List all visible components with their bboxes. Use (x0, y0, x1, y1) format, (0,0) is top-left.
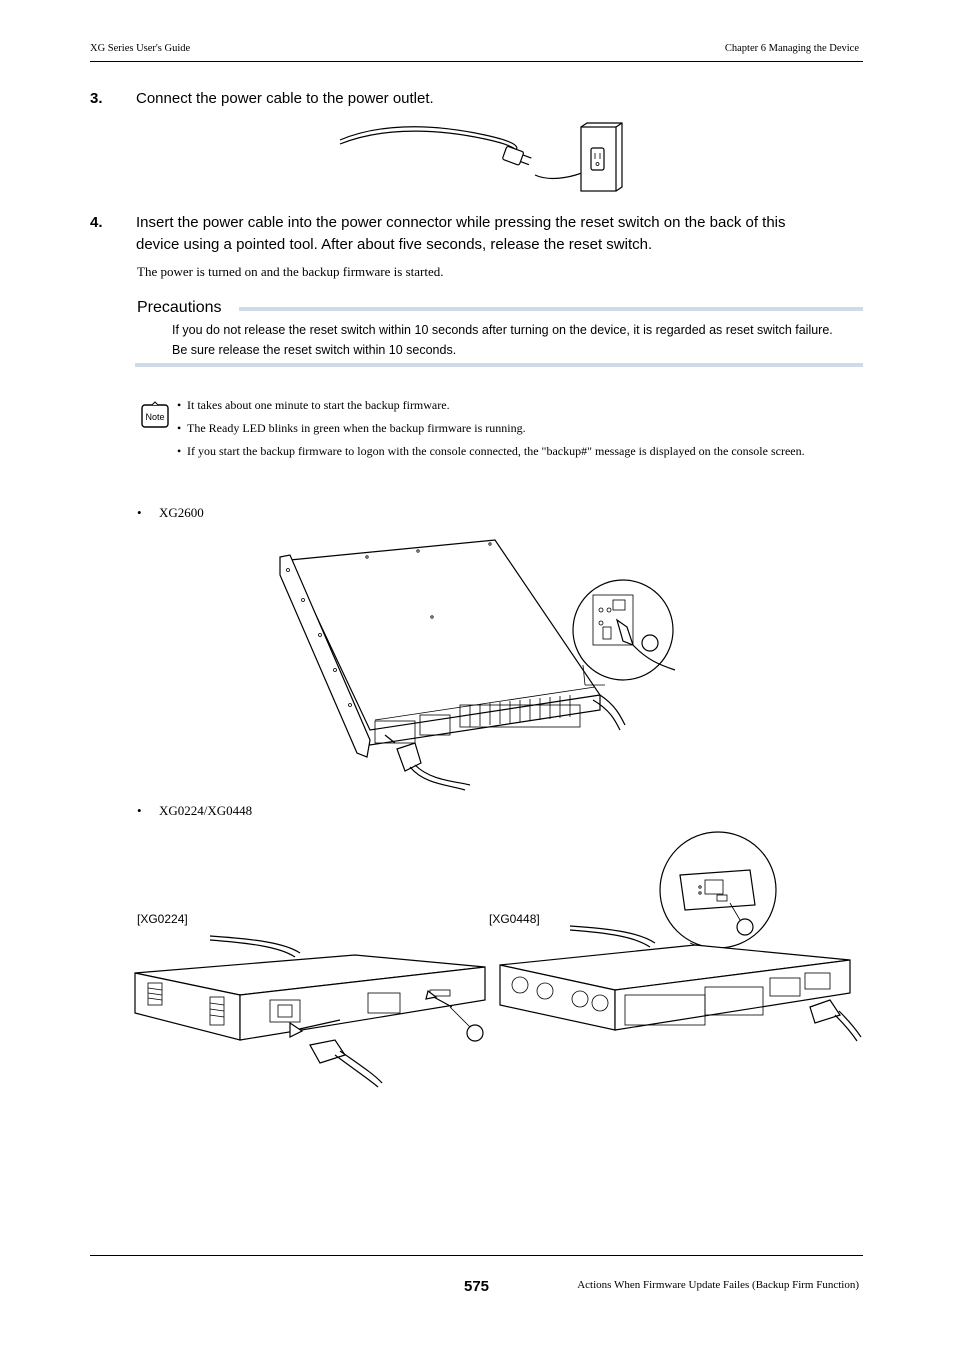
note-icon (141, 402, 169, 428)
page-number: 575 (464, 1278, 490, 1295)
header-guide-title: XG Series User's Guide (90, 43, 191, 54)
note-item: • The Ready LED blinks in green when the backup firmware is running. (177, 420, 857, 437)
note-item: • If you start the backup firmware to logon with the console connected, the "backup#" message is displayed on the console screen. (177, 443, 857, 460)
precautions-line-1: If you do not release the reset switch within 10 seconds after turning on the device, it is regarded as reset switch failure. (172, 323, 833, 337)
power-outlet-illustration (335, 120, 625, 196)
precautions-title: Precautions (137, 299, 222, 316)
note-list (177, 397, 857, 466)
precautions-divider-bottom (135, 363, 863, 367)
caption-xg0448: [XG0448] (489, 912, 540, 926)
note-item: • It takes about one minute to start the backup firmware. (177, 397, 857, 414)
model-label: XG2600 (159, 505, 204, 520)
header-chapter-title: Chapter 6 Managing the Device (724, 43, 859, 54)
step-number: 4. (90, 214, 103, 231)
step-text-line-1: Insert the power cable into the power connector while pressing the reset switch on the back of this (136, 214, 786, 231)
xg2600-illustration (275, 535, 685, 790)
xg0224-illustration (130, 935, 490, 1090)
caption-xg0224: [XG0224] (137, 912, 188, 926)
step-text-line-2: device using a pointed tool. After about five seconds, release the reset switch. (136, 236, 653, 253)
page-footer-rule (90, 1255, 863, 1256)
precautions-body (172, 320, 872, 360)
precautions-divider-top (239, 307, 863, 311)
bullet-mark: • (137, 505, 142, 520)
footer-section-title: Actions When Firmware Update Failes (Backup Firm Function) (577, 1279, 859, 1291)
bullet-mark: • (137, 803, 142, 818)
page-header (90, 43, 863, 62)
note-icon-label: Note (145, 412, 165, 422)
step-text: Connect the power cable to the power outlet. (136, 90, 434, 107)
step-4-detail: The power is turned on and the backup firmware is started. (137, 264, 444, 279)
precautions-line-2: Be sure release the reset switch within 10 seconds. (172, 343, 457, 357)
xg0448-illustration (495, 845, 865, 1045)
model-label: XG0224/XG0448 (159, 803, 253, 818)
step-number: 3. (90, 90, 103, 107)
